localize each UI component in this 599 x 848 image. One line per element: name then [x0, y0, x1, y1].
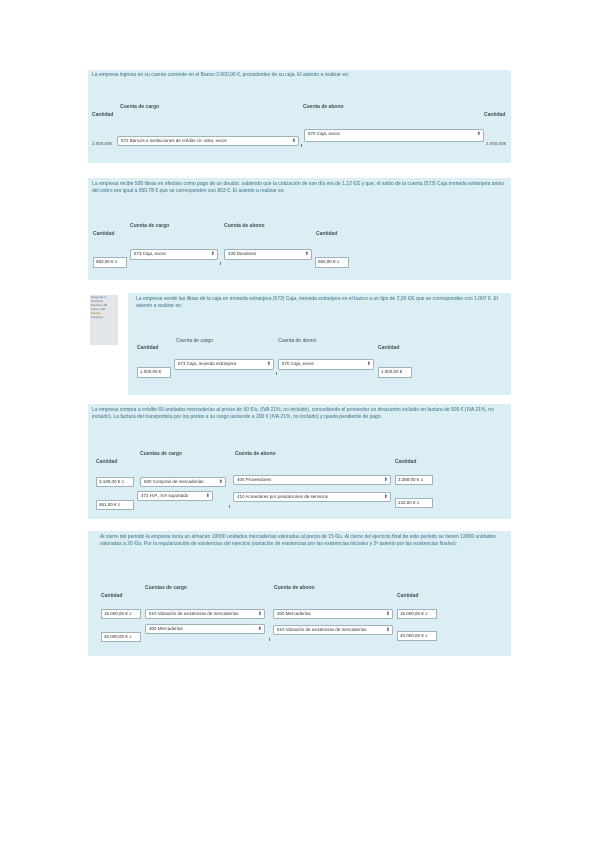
- q4-row1-amount-right[interactable]: 3.388,00 € ≡: [395, 475, 433, 485]
- chevron-down-icon: ⬍: [383, 494, 388, 500]
- q4-row2-abono-value: 410 Acreedores por prestaciones de servicios: [237, 494, 329, 499]
- question-grade-max: sobre 1,00: [91, 307, 106, 311]
- q3-cantidad-label: Cantidad: [137, 345, 159, 351]
- separator-tick: [229, 505, 230, 508]
- separator-tick: [220, 262, 221, 265]
- chevron-down-icon: ⬍: [304, 251, 309, 257]
- question-5-panel: [88, 531, 511, 656]
- q3-cargo-value: 573 Caja, moneda extranjera: [178, 361, 237, 366]
- q3-amount-left[interactable]: 1.000,00 €: [137, 367, 171, 378]
- q2-amount-left[interactable]: 560,00 € ≡: [93, 257, 127, 268]
- chevron-down-icon: ⬍: [210, 251, 215, 257]
- question-2-text: La empresa recibe 500 libras en efectivo como pago de un deudor, sabiendo que la cotización de ese día era de 1,12 €/£ y que, el saldo de la cuenta (573) Caja moneda extranjera antes del cobro era igual a 950,78 € que se corresponden con 803 €. El asiento a realizar es:: [92, 181, 504, 194]
- chevron-down-icon: ⬍: [266, 361, 271, 367]
- chevron-down-icon: ⬍: [385, 627, 390, 633]
- q5-row2-cargo-select[interactable]: [145, 624, 265, 634]
- q4-row1-cargo-value: 600 Compras de mercaderías: [144, 479, 204, 484]
- q4-row1-cargo-select[interactable]: [140, 477, 226, 487]
- q2-cantidad-label: Cantidad: [93, 231, 115, 237]
- q2-amount-right[interactable]: 560,00 € ≡: [315, 257, 349, 268]
- q1-cargo-select[interactable]: [117, 136, 299, 146]
- q1-amount-left[interactable]: 2.000,00€: [92, 141, 113, 146]
- q2-cuenta-cargo-label: Cuenta de cargo: [130, 223, 170, 229]
- q5-row2-abono-value: 610 Variación de existencias de mercaderías: [277, 627, 367, 632]
- q2-abono-select[interactable]: [224, 249, 312, 260]
- question-3-info-sidebar: [90, 295, 118, 345]
- q5-row2-amount-left[interactable]: 40.000,00 € ≡: [101, 632, 141, 642]
- chevron-down-icon: ⬍: [257, 626, 262, 632]
- q2-cantidad-right-label: Cantidad: [316, 231, 338, 237]
- question-3-text: La empresa vende las libras de la caja en moneda extranjera (573) Caja, moneda extranjera en el banco a un tipo de 2,00 €/£ que se corresponden con 1.007 €. El asiento a realizar es:: [136, 296, 498, 309]
- chevron-down-icon: ⬍: [366, 361, 371, 367]
- q3-cargo-select[interactable]: [174, 359, 274, 370]
- q1-cantidad-label: Cantidad: [92, 112, 114, 118]
- q3-abono-value: 570 Caja, euros: [282, 361, 314, 366]
- q5-row1-amount-right[interactable]: 15.000,00 € ≡: [397, 609, 437, 619]
- q5-row2-abono-select[interactable]: [273, 625, 393, 635]
- q4-cuenta-abono-label: Cuenta de abono: [235, 451, 276, 457]
- question-5-text: Al cierre del periodo la empresa tenía un almacén 10000 unidades mercaderías valoradas al precio de 15 €/u. Al cierre del ejercicio final de este periodo se tienen 12000 unidades valoradas a 20 €/u. Por la regularización de existencias del ejercicio (variación de existencias por las existencias iniciales y 2ª asiento por las existencias finales):: [100, 534, 496, 547]
- q4-row2-amount-left[interactable]: 651,00 € ≡: [96, 500, 134, 510]
- q2-abono-value: 430 Deudores: [228, 251, 257, 256]
- q5-row1-amount-left[interactable]: 15.000,00 € ≡: [101, 609, 141, 619]
- question-1-text: La empresa ingresa en su cuenta corriente en el Banco 2.000,00 €, procedentes de su caja. El asiento a realizar es:: [92, 72, 350, 78]
- q2-cargo-value: 573 Caja, euros: [134, 251, 166, 256]
- q1-abono-value: 570 Caja, euros: [308, 131, 340, 136]
- q1-cuenta-cargo-label: Cuenta de cargo: [120, 104, 160, 110]
- q4-row2-amount-right[interactable]: 242,00 € ≡: [395, 498, 433, 508]
- q4-cuentas-cargo-label: Cuentas de cargo: [140, 451, 182, 457]
- q5-row1-cargo-value: 610 Variación de existencias de mercaderías: [149, 611, 239, 616]
- q4-row2-cargo-select[interactable]: [137, 491, 213, 501]
- chevron-down-icon: ⬍: [205, 493, 210, 499]
- question-state: Correcta: [91, 299, 103, 303]
- question-4-text: La empresa compra a crédito 65 unidades mercaderías al precio de 50 €/u. (IVA 21%, no incluido), concediendo el proveedor un descuento incluido en factura de 500 € (IVA 21%, no incluido). La factura del transportista por los portes a su cargo asciende a 200 € (IVA 21%, no incluido) y queda pendiente de pago.: [92, 407, 494, 420]
- chevron-down-icon: ⬍: [291, 138, 296, 144]
- q3-cuenta-cargo-label: Cuenta de cargo: [176, 338, 213, 344]
- separator-tick: [301, 144, 302, 147]
- question-1-panel: [88, 70, 511, 163]
- q5-cantidad-right-label: Cantidad: [397, 593, 419, 599]
- q5-cuenta-abono-label: Cuenta de abono: [274, 585, 315, 591]
- q5-row2-cargo-value: 300 Mercaderías: [149, 626, 183, 631]
- q5-cuentas-cargo-label: Cuentas de cargo: [145, 585, 187, 591]
- flag-question-link-2[interactable]: pregunta: [91, 315, 103, 319]
- q4-row2-abono-select[interactable]: [233, 492, 391, 502]
- q1-amount-right[interactable]: 2.000,00€: [486, 141, 507, 146]
- q1-cuenta-abono-label: Cuenta de abono: [303, 104, 344, 110]
- q3-amount-right[interactable]: 1.000,00 €: [378, 367, 412, 378]
- chevron-down-icon: ⬍: [385, 611, 390, 617]
- q3-cuenta-abono-label: Cuenta de abono: [278, 338, 317, 344]
- q4-row2-cargo-value: 472 H.P., IVA soportado: [141, 493, 189, 498]
- chevron-down-icon: ⬍: [383, 477, 388, 483]
- question-grade: Puntúa 1,00: [91, 303, 108, 307]
- q4-cantidad-label: Cantidad: [96, 459, 118, 465]
- q1-cantidad-right-label: Cantidad: [484, 112, 506, 118]
- q4-row1-abono-select[interactable]: [233, 475, 391, 485]
- q4-row1-amount-left[interactable]: 3.100,00 € ≡: [96, 477, 134, 487]
- q5-row2-amount-right[interactable]: 40.000,00 € ≡: [397, 631, 437, 641]
- chevron-down-icon: ⬍: [476, 131, 481, 137]
- chevron-down-icon: ⬍: [257, 611, 262, 617]
- q5-row1-abono-value: 300 Mercaderías: [277, 611, 311, 616]
- q5-row1-abono-select[interactable]: [273, 609, 393, 619]
- q4-cantidad-right-label: Cantidad: [395, 459, 417, 465]
- separator-tick: [269, 638, 270, 641]
- q5-row1-cargo-select[interactable]: [145, 609, 265, 619]
- q1-cargo-value: 572 Bancos e instituciones de crédito c/c vista, euros: [121, 138, 227, 143]
- separator-tick: [276, 372, 277, 375]
- q3-abono-select[interactable]: [278, 359, 374, 370]
- q4-row1-abono-value: 400 Proveedores: [237, 477, 272, 482]
- q5-cantidad-label: Cantidad: [101, 593, 123, 599]
- question-number: Pregunta 3: [91, 295, 106, 299]
- q1-abono-select[interactable]: [304, 129, 484, 142]
- flag-question-link[interactable]: Marcar: [91, 311, 101, 315]
- chevron-down-icon: ⬍: [218, 479, 223, 485]
- q3-cantidad-right-label: Cantidad: [378, 345, 400, 351]
- q2-cargo-select[interactable]: [130, 249, 218, 260]
- q2-cuenta-abono-label: Cuenta de abono: [224, 223, 265, 229]
